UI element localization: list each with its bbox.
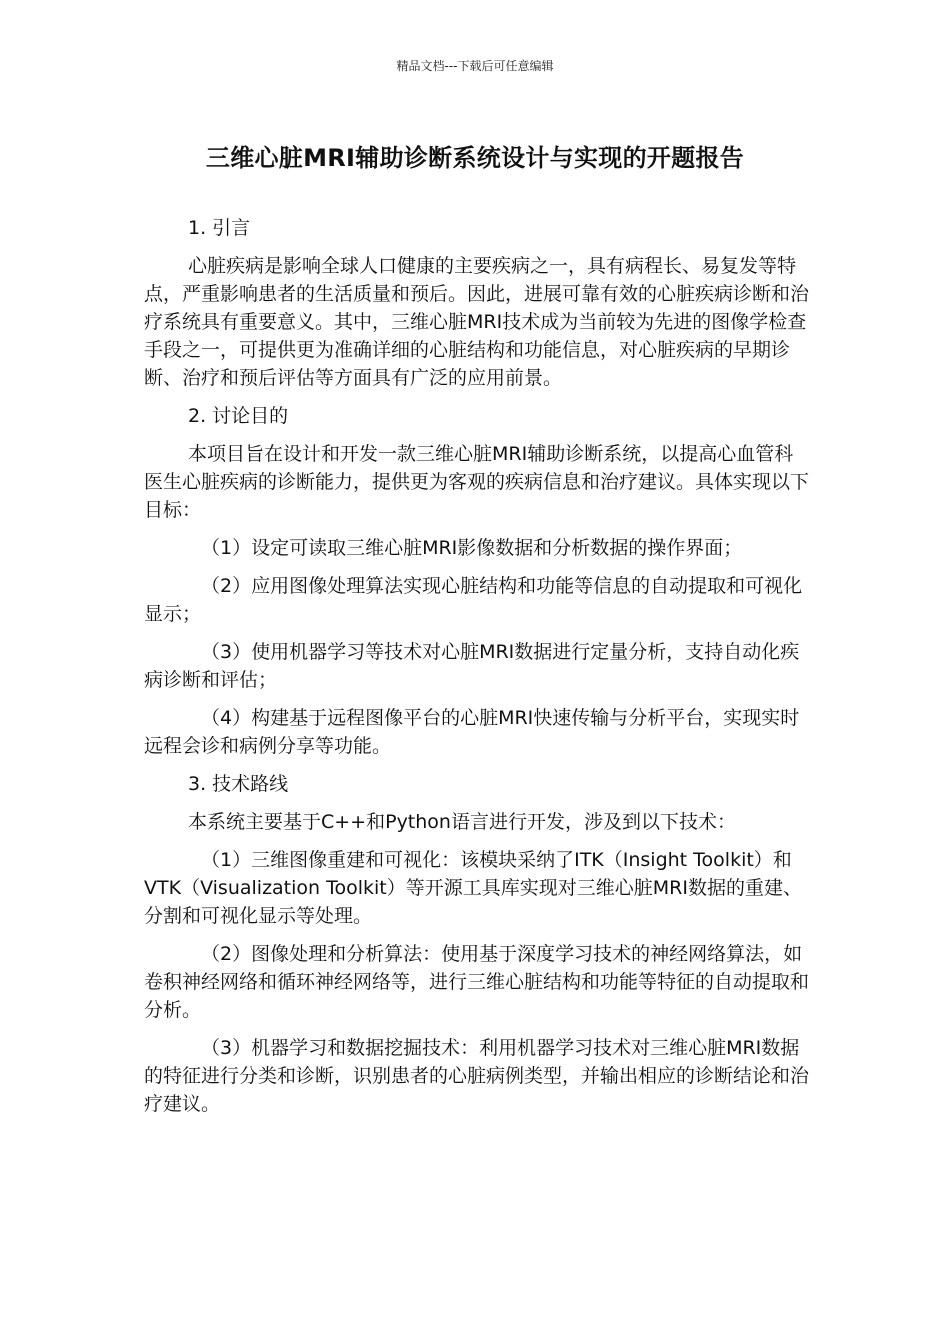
document-body	[144, 214, 812, 1128]
paragraph: 本系统主要基于C++和Python语言进行开发，涉及到以下技术：	[188, 811, 736, 833]
list-item: （4）构建基于远程图像平台的心脏MRI快速传输与分析平台，实现实时远程会诊和病例分享等功能。	[144, 707, 800, 757]
list-item: （3）机器学习和数据挖掘技术：利用机器学习技术对三维心脏MRI数据的特征进行分类和诊断，识别患者的心脏病例类型，并输出相应的诊断结论和治疗建议。	[144, 1037, 810, 1115]
list-item: （2）应用图像处理算法实现心脏结构和功能等信息的自动提取和可视化显示；	[144, 575, 803, 625]
header-note: 精品文档---下载后可任意编辑	[396, 59, 554, 73]
section-heading-technical-route: 3. 技术路线	[188, 773, 289, 795]
paragraph: 本项目旨在设计和开发一款三维心脏MRI辅助诊断系统，以提高心血管科医生心脏疾病的诊断能力，提供更为客观的疾病信息和治疗建议。具体实现以下目标：	[144, 443, 810, 521]
list-item: （1）三维图像重建和可视化：该模块采纳了ITK（Insight Toolkit）和VTK（Visualization Toolkit）等开源工具库实现对三维心脏MRI数据的重建、分割和可视化显示等处理。	[144, 849, 802, 927]
document-title: 三维心脏MRI辅助诊断系统设计与实现的开题报告	[205, 144, 745, 172]
paragraph: 心脏疾病是影响全球人口健康的主要疾病之一，具有病程长、易复发等特点，严重影响患者的生活质量和预后。因此，进展可靠有效的心脏疾病诊断和治疗系统具有重要意义。其中，三维心脏MRI技术成为当前较为先进的图像学检查手段之一，可提供更为准确详细的心脏结构和功能信息，对心脏疾病的早期诊断、治疗和预后评估等方面具有广泛的应用前景。	[144, 255, 810, 389]
list-item: （2）图像处理和分析算法：使用基于深度学习技术的神经网络算法，如卷积神经网络和循环神经网络等，进行三维心脏结构和功能等特征的自动提取和分析。	[144, 943, 810, 1021]
section-heading-introduction: 1. 引言	[188, 217, 251, 239]
section-heading-objectives: 2. 讨论目的	[188, 405, 289, 427]
list-item: （1）设定可读取三维心脏MRI影像数据和分析数据的操作界面；	[201, 537, 743, 559]
list-item: （3）使用机器学习等技术对心脏MRI数据进行定量分析，支持自动化疾病诊断和评估；	[144, 641, 800, 691]
